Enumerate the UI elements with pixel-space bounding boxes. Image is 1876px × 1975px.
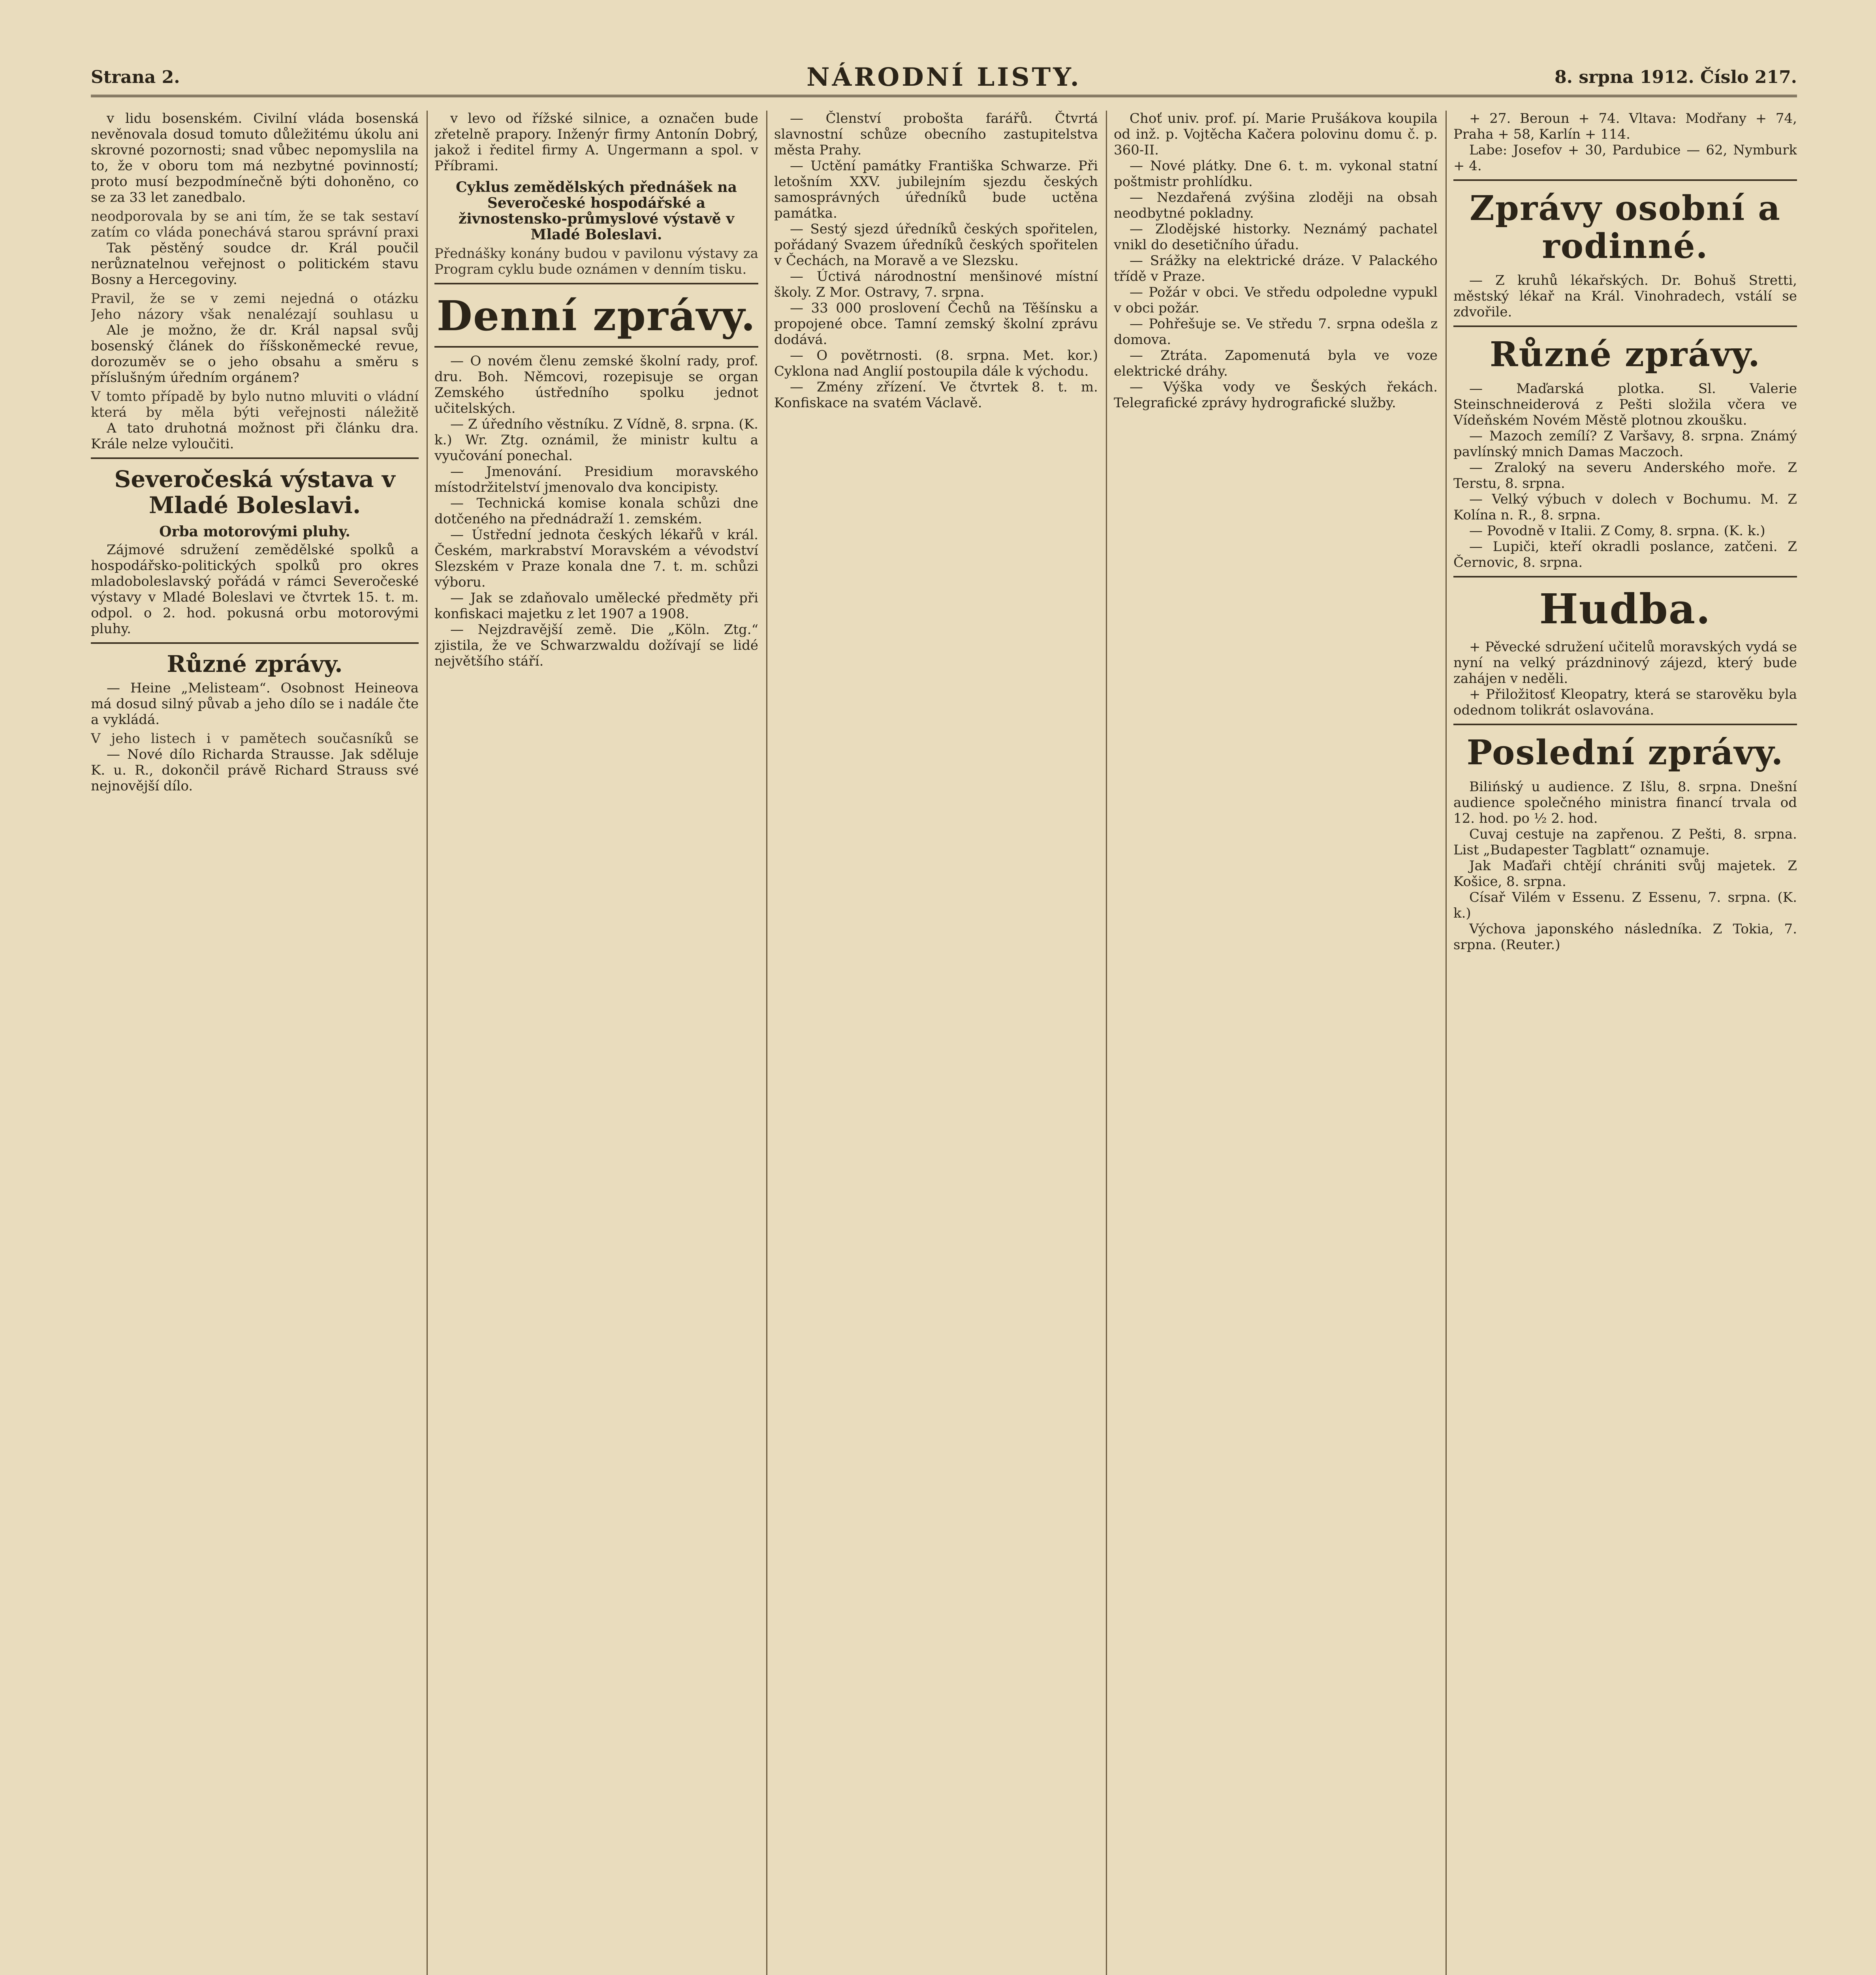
news-item: Výchova japonského následníka. Z Tokia, 7. srpna. (Reuter.) bbox=[1453, 921, 1797, 953]
news-item: — Z kruhů lékařských. Dr. Bohuš Stretti, městský lékař na Král. Vinohradech, vstálí se zdvořile. bbox=[1453, 273, 1797, 320]
news-item: — Uctění památky Františka Schwarze. Při letošním XXV. jubilejním sjezdu českých samosprávných úředníků bude uctěna památka. bbox=[774, 158, 1098, 221]
body-text: V jeho listech i v pamětech současníků se bbox=[91, 731, 419, 747]
column-rule bbox=[427, 111, 428, 1975]
news-item: — 33 000 proslovení Čechů na Těšínsku a propojené obce. Tamní zemský školní zprávu dodává. bbox=[774, 300, 1098, 348]
divider bbox=[1453, 179, 1797, 181]
news-item: Císař Vilém v Essenu. Z Essenu, 7. srpna. (K. k.) bbox=[1453, 890, 1797, 921]
column-rule bbox=[766, 111, 767, 1975]
section-heading: Různé zprávy. bbox=[167, 651, 343, 677]
news-item: — Zmény zřízení. Ve čtvrtek 8. t. m. Konfiskace na svatém Václavě. bbox=[774, 379, 1098, 411]
news-item: — O povětrnosti. (8. srpna. Met. kor.) Cyklona nad Anglií postoupila dále k východu. bbox=[774, 348, 1098, 379]
column-rule bbox=[1106, 111, 1107, 1975]
news-item: — O novém členu zemské školní rady, prof. dru. Boh. Němcovi, rozepisuje se organ Zemského ústředního spolku jednot učitelských. bbox=[434, 353, 758, 416]
news-item: — Pohřešuje se. Ve středu 7. srpna odešla z domova. bbox=[1114, 316, 1438, 348]
paragraph: A tato druhotná možnost při článku dra. Krále nelze vyloučiti. bbox=[91, 420, 419, 452]
column-1 bbox=[91, 111, 419, 1975]
section-heading: Poslední zprávy. bbox=[1466, 733, 1784, 773]
news-item: — Lupiči, kteří okradli poslance, zatčeni. Z Černovic, 8. srpna. bbox=[1453, 539, 1797, 570]
divider bbox=[1453, 576, 1797, 577]
news-item: + Pěvecké sdružení učitelů moravských vydá se nyní na velký prázdninový zájezd, který bude zahájen v neděli. bbox=[1453, 639, 1797, 687]
news-item: — Nejzdravější země. Die „Köln. Ztg.“ zjistila, že ve Schwarzwaldu dožívají se lidé největšího stáří. bbox=[434, 622, 758, 669]
masthead bbox=[91, 59, 1797, 97]
column-rule bbox=[1446, 111, 1447, 1975]
news-item: — Povodně v Italii. Z Comy, 8. srpna. (K. k.) bbox=[1469, 523, 1765, 539]
news-item: — Mazoch zemílí? Z Varšavy, 8. srpna. Známý pavlínský mnich Damas Maczoch. bbox=[1453, 428, 1797, 460]
column-4 bbox=[1114, 111, 1438, 1975]
news-item: — Technická komise konala schůzi dne dotčeného na přednádraží 1. zemském. bbox=[434, 495, 758, 527]
newspaper-page bbox=[91, 59, 1797, 1975]
paragraph: Tak pěstěný soudce dr. Král poučil nerůznatelnou veřejnost o politickém stavu Bosny a Hercegoviny. bbox=[91, 240, 419, 288]
news-item: Bilińský u audience. Z Išlu, 8. srpna. Dnešní audience společného ministra financí trvala od 12. hod. po ½ 2. hod. bbox=[1453, 779, 1797, 826]
news-item: Cuvaj cestuje na zapřenou. Z Pešti, 8. srpna. List „Budapester Tagblatt“ oznamuje. bbox=[1453, 826, 1797, 858]
divider bbox=[91, 457, 419, 459]
weather-line: Labe: Josefov + 30, Pardubice — 62, Nymburk + 4. bbox=[1453, 142, 1797, 174]
news-item: — Ztráta. Zapomenutá byla ve voze elektrické dráhy. bbox=[1114, 348, 1438, 379]
news-item: — Zraloký na severu Anderského moře. Z Terstu, 8. srpna. bbox=[1453, 460, 1797, 491]
article-body: Zájmové sdružení zemědělské spolků a hospodářsko-politických spolků pro okres mladoboleslavský pořádá v rámci Severočeské výstavy v Mladé Boleslavi ve čtvrtek 15. t. m. odpol. o 2. hod. pokusná orbu motorovými pluhy. bbox=[91, 542, 419, 637]
news-item: — Ústřední jednota českých lékařů v král. Českém, markrabství Moravském a vévodství Slezském v Praze konala dne 7. t. m. schůzi výboru. bbox=[434, 527, 758, 590]
news-item: — Nezdařená zvýšina zloději na obsah neodbytné pokladny. bbox=[1114, 190, 1438, 221]
newspaper-title: NÁRODNÍ LISTY. bbox=[806, 62, 1081, 92]
paragraph: v levo od řížské silnice, a označen bude zřetelně prapory. Inženýr firmy Antonín Dobrý, jakož i ředitel firmy A. Ungermann a spol. v Příbrami. bbox=[434, 111, 758, 174]
news-item: — Nové plátky. Dne 6. t. m. vykonal statní poštmistr prohlídku. bbox=[1114, 158, 1438, 190]
section-heading: Různé zprávy. bbox=[1489, 335, 1761, 374]
body-text: neodporovala by se ani tím, že se tak sestaví zatím co vláda ponechává starou správní praxi bbox=[91, 209, 419, 240]
article-subhead: Cyklus zemědělských přednášek na Severočeské hospodářské a živnostensko-průmyslové výstavě v Mladé Boleslavi. bbox=[456, 179, 737, 243]
news-item: — Z úředního věstníku. Z Vídně, 8. srpna. (K. k.) Wr. Ztg. oznámil, že ministr kultu a vyučování ponechal. bbox=[434, 416, 758, 464]
news-item: — Jmenování. Presidium moravského místodržitelství jmenovalo dva koncipisty. bbox=[434, 464, 758, 495]
news-item: Jak Maďaři chtějí chrániti svůj majetek. Z Košice, 8. srpna. bbox=[1453, 858, 1797, 890]
page-number: Strana 2. bbox=[91, 67, 180, 87]
news-item: — Členství probošta farářů. Čtvrtá slavnostní schůze obecního zastupitelstva města Prahy. bbox=[774, 111, 1098, 158]
column-5 bbox=[1453, 111, 1797, 1975]
news-item: + Přiložitosť Kleopatry, která se starověku byla odednom tolikrát oslavována. bbox=[1453, 687, 1797, 718]
news-item: — Heine „Melisteam“. Osobnost Heineova má dosud silný půvab a jeho dílo se i nadále čte a vykládá. bbox=[91, 680, 419, 728]
article-subhead: Orba motorovými pluhy. bbox=[159, 523, 350, 540]
divider bbox=[1453, 325, 1797, 327]
section-heading: Zprávy osobní a rodinné. bbox=[1470, 188, 1781, 266]
article-heading: Severočeská výstava v Mladé Boleslavi. bbox=[114, 466, 395, 519]
news-item: — Sestý sjezd úředníků českých spořitelen, pořádaný Svazem úředníků českých spořitelen v Čechách, na Moravě a ve Slezsku. bbox=[774, 221, 1098, 269]
news-item: — Srážky na elektrické dráze. V Palackého třídě v Praze. bbox=[1114, 253, 1438, 284]
news-item: — Jak se zdaňovalo umělecké předměty při konfiskaci majetku z let 1907 a 1908. bbox=[434, 590, 758, 622]
divider bbox=[1453, 724, 1797, 725]
divider bbox=[434, 346, 758, 348]
paragraph: v lidu bosenském. Civilní vláda bosenská nevěnovala dosud tomuto důležitému úkolu ani skrovné pozornosti; snad vůbec nepomyslila na to, že v oboru tom má nezbytné povinností; proto musí bezpodmínečně býti dohoněno, co se za 33 let zanedbalo. bbox=[91, 111, 419, 205]
divider bbox=[434, 283, 758, 284]
news-item: Choť univ. prof. pí. Marie Prušákova koupila od inž. p. Vojtěcha Kačera polovinu domu č. p. 360-II. bbox=[1114, 111, 1438, 158]
section-heading: Denní zprávy. bbox=[436, 292, 756, 340]
news-item: — Velký výbuch v dolech v Bochumu. M. Z Kolína n. R., 8. srpna. bbox=[1453, 491, 1797, 523]
news-item: — Nové dílo Richarda Strausse. Jak sděluje K. u. R., dokončil právě Richard Strauss své nejnovější dílo. bbox=[91, 747, 419, 794]
column-2 bbox=[434, 111, 758, 1975]
issue-date: 8. srpna 1912. Číslo 217. bbox=[1555, 67, 1797, 87]
news-item: — Požár v obci. Ve středu odpoledne vypukl v obci požár. bbox=[1114, 284, 1438, 316]
body-text: Přednášky konány budou v pavilonu výstavy za Program cyklu bude oznámen v denním tisku. bbox=[434, 246, 758, 277]
section-heading: Hudba. bbox=[1539, 585, 1711, 633]
paragraph: Ale je možno, že dr. Král napsal svůj bosenský článek do říšskoněmecké revue, dorozuměv se o jeho obsahu a směru s příslušným úředním orgánem? bbox=[91, 322, 419, 386]
divider bbox=[91, 642, 419, 644]
news-item: — Maďarská plotka. Sl. Valerie Steinschneiderová z Pešti složila včera ve Vídeňském Novém Městě plotnou zkoušku. bbox=[1453, 381, 1797, 428]
body-text: Pravil, že se v zemi nejedná o otázku Jeho názory však nenalézají souhlasu u bbox=[91, 291, 419, 322]
news-item: — Výška vody ve Šeských řekách. Telegrafické zprávy hydrografické služby. bbox=[1114, 379, 1438, 411]
body-text: V tomto případě by bylo nutno mluviti o vládní která by měla býti veřejnosti náležitě bbox=[91, 389, 419, 420]
weather-line: + 27. Beroun + 74. Vltava: Modřany + 74, Praha + 58, Karlín + 114. bbox=[1453, 111, 1797, 142]
column-3 bbox=[774, 111, 1098, 1975]
news-item: — Úctivá národnostní menšinové místní školy. Z Mor. Ostravy, 7. srpna. bbox=[774, 269, 1098, 300]
news-item: — Zlodějské historky. Neznámý pachatel vnikl do desetičního úřadu. bbox=[1114, 221, 1438, 253]
